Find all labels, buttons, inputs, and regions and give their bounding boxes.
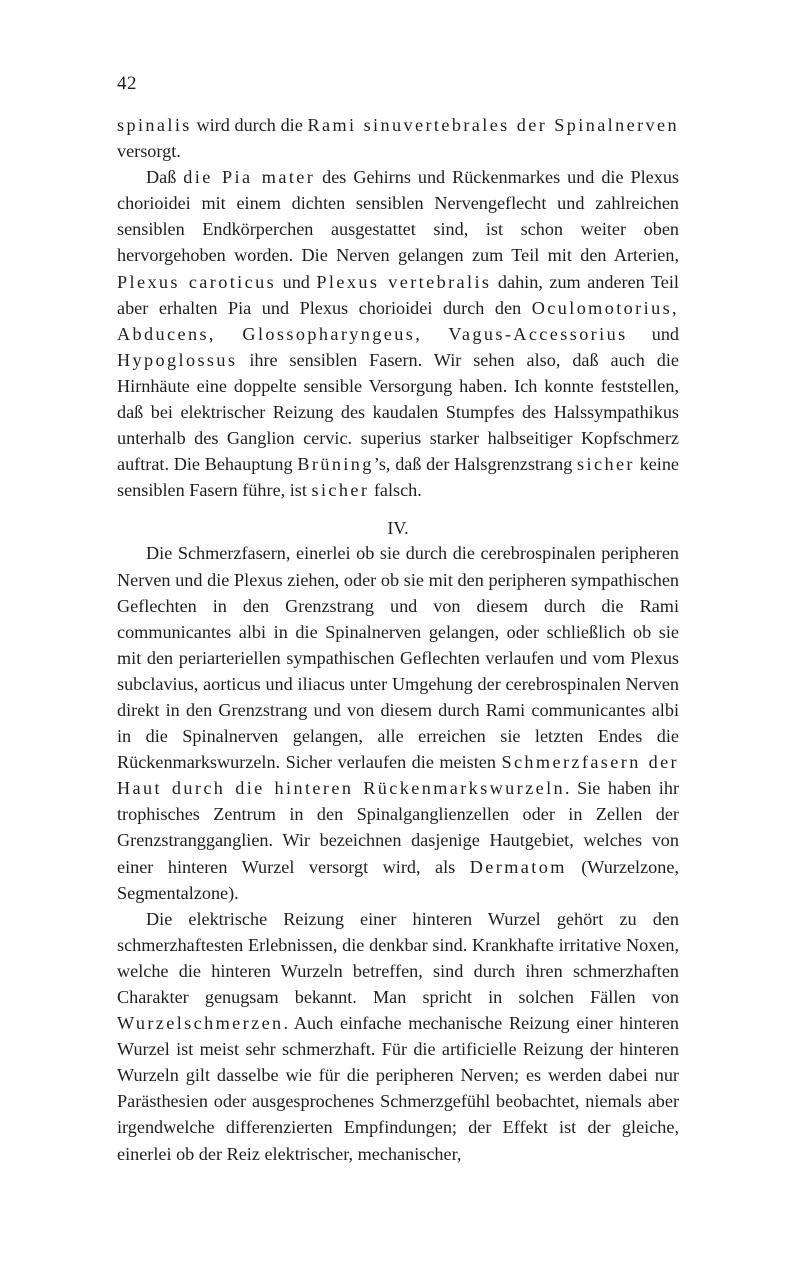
text-run: und (627, 323, 680, 344)
text-run: ihre sensiblen Fasern. Wir sehen also, daß auch die Hirnhäute eine doppelte sensible Versorgung haben. Ich konnte feststellen, daß bei elektrischer Reizung des kaudalen Stumpfes des Halssympathikus unterhalb des Ganglion cervic. superius starker halbseitiger Kopfschmerz auftrat. Die Behauptung (117, 349, 679, 475)
text-run: des Gehirns und Rückenmarkes und die Plexus chorioidei mit einem dichten sensiblen Nervengeflecht und zahlreichen sensiblen Endkörperchen ausgestattet sind, ist schon weiter oben hervorgehoben worden. Die Nerven gelangen zum Teil mit den Arterien, (117, 167, 679, 266)
paragraph-4 (117, 906, 679, 1167)
text-run: (Wurzelzone, Segmentalzone). (117, 856, 679, 903)
spaced-text: sicher (311, 480, 370, 501)
text-run: Daß (146, 167, 184, 188)
spaced-text: Oculomotorius, Abducens, Glossopharyngeus, Vagus-Accessorius (117, 297, 679, 344)
page-number: 42 (117, 73, 137, 94)
spaced-text: sicher (577, 454, 635, 475)
text-run: versorgt. (117, 141, 181, 162)
spaced-text: spinalis (117, 115, 192, 135)
paragraph-1 (117, 112, 679, 164)
spaced-text: Brüning (297, 454, 374, 475)
body-text (117, 112, 679, 1167)
text-run: dahin, zum anderen Teil aber erhalten Pia und Plexus chorioidei durch den (117, 271, 679, 318)
paragraph-3 (117, 540, 679, 905)
section-heading: IV. (387, 518, 409, 539)
text-run: Die Schmerzfasern, einerlei ob sie durch die cerebrospinalen peripheren Nerven und die Plexus ziehen, oder ob sie mit den peripheren sympathischen Geflechten in den Grenzstrang und von diesem durch die Rami communicantes albi in die Spinalnerven gelangen, oder schließlich ob sie mit den periarteriellen sympathischen Geflechten verlaufen und vom Plexus subclavius, aorticus und iliacus unter Umgehung der cerebrospinalen Nerven direkt in den Grenzstrang und von diesem durch Rami communicantes albi in die Spinalnerven gelangen, alle erreichen sie letzten Endes die Rückenmarkswurzeln. Sicher verlaufen die meisten (117, 543, 679, 773)
paragraph-2 (117, 164, 679, 503)
text-run: wird durch die (191, 115, 308, 135)
spaced-text: Schmerzfasern der Haut durch die hinteren Rückenmarkswurzeln (117, 752, 679, 799)
spaced-text: Rami sinuvertebrales der Spinalnerven (307, 115, 680, 135)
spaced-text: Plexus caroticus (117, 271, 277, 292)
spaced-text: Wurzelschmerzen (117, 1013, 284, 1034)
text-run: . Auch einfache mechanische Reizung einer hinteren Wurzel ist meist sehr schmerzhaft. Für die artificielle Reizung der hinteren Wurzeln gilt dasselbe wie für die peripheren Nerven; es werden dabei nur Parästhesien oder ausgesprochenes Schmerzgefühl beobachtet, niemals aber irgendwelche differenzierten Empfindungen; der Effekt ist der gleiche, einerlei ob der Reiz elektrischer, mechanischer, (117, 1013, 679, 1164)
text-run: keine sensiblen Fasern führe, ist (117, 454, 679, 501)
spaced-text: Hypoglossus (117, 349, 238, 370)
text-run: . Sie haben ihr trophisches Zentrum in den Spinalganglienzellen oder in Zellen der Grenzstrangganglien. Wir bezeichnen dasjenige Hautgebiet, welches von einer hinteren Wurzel versorgt wird, als (117, 778, 679, 877)
text-run: falsch. (369, 480, 422, 501)
text-run: und (276, 271, 317, 292)
text-run: Die elektrische Reizung einer hinteren Wurzel gehört zu den schmerzhaftesten Erlebnissen, die denkbar sind. Krankhafte irritative Noxen, welche die hinteren Wurzeln betreffen, sind durch ihren schmerzhaften Charakter genugsam bekannt. Man spricht in solchen Fällen von (117, 908, 679, 1007)
spaced-text: Dermatom (469, 856, 567, 877)
text-run: ’s, daß der Halsgrenzstrang (373, 454, 578, 475)
spaced-text: Plexus vertebralis (316, 271, 492, 292)
spaced-text: die Pia mater (183, 167, 316, 188)
